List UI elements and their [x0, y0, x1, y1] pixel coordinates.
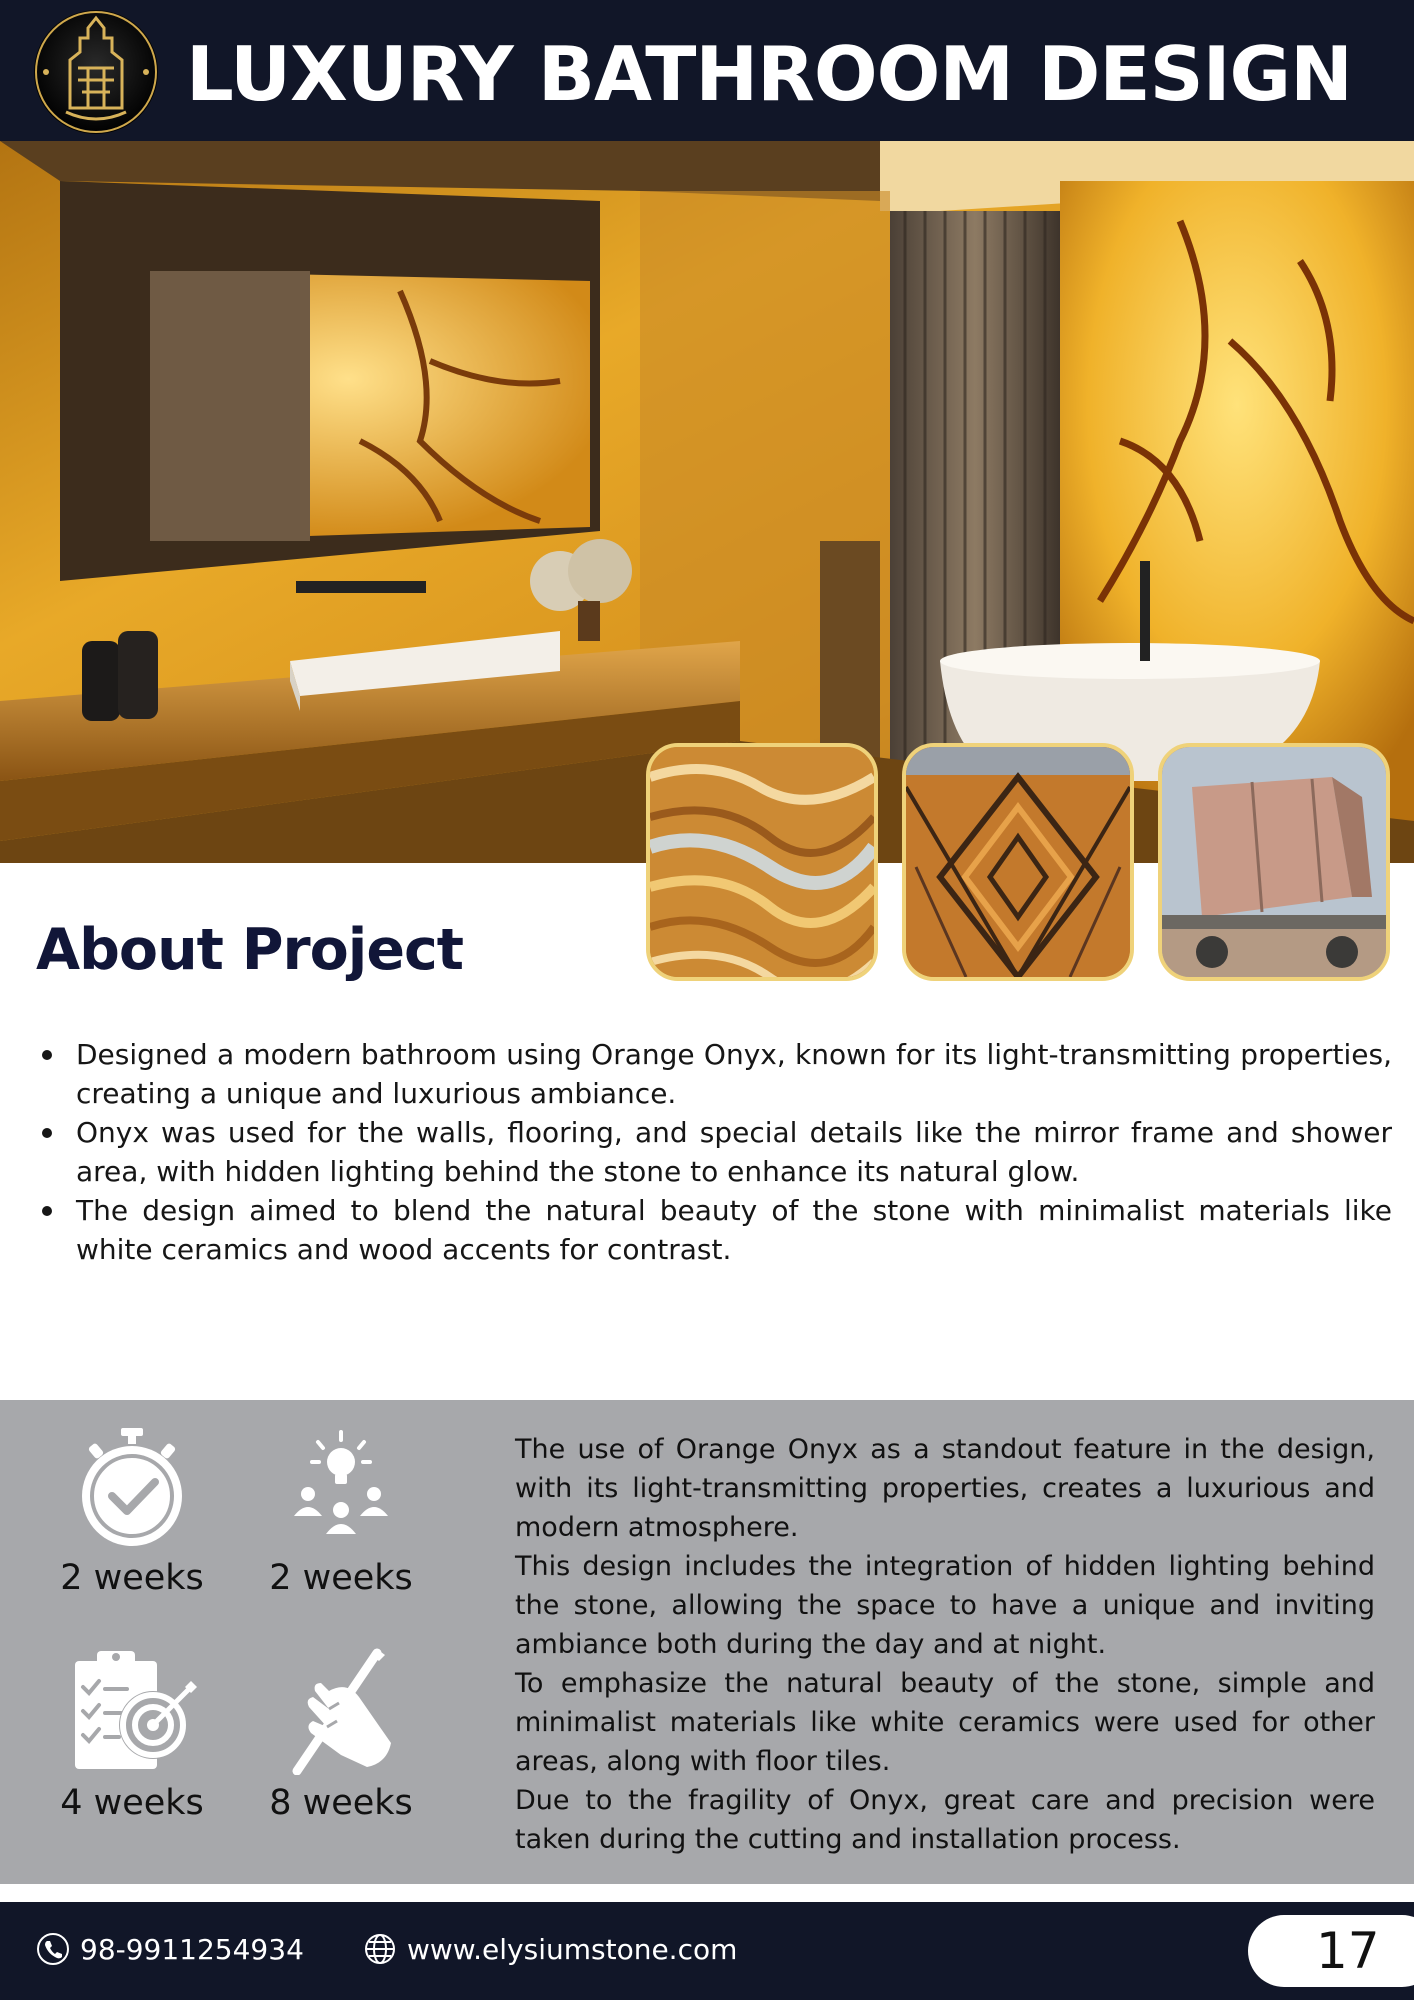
stat-duration-3 — [32, 1647, 232, 1825]
stopwatch-icon — [77, 1426, 187, 1550]
checklist-target-icon — [67, 1647, 197, 1775]
project-bullet-list — [36, 1035, 1392, 1269]
website-contact[interactable] — [363, 1929, 737, 1969]
onyx-slab-wavy-thumbnail — [646, 743, 878, 981]
stat-value: 2 weeks — [269, 1558, 413, 1598]
list-item: Onyx was used for the walls, flooring, and special details like the mirror frame and shower area, with hidden lighting behind the stone to enhance its natural glow. — [36, 1113, 1392, 1191]
about-project-heading: About Project — [36, 917, 464, 983]
onyx-bookmatched-slab-thumbnail — [902, 743, 1134, 981]
list-item: Designed a modern bathroom using Orange Onyx, known for its light-transmitting properties, creating a unique and luxurious ambiance. — [36, 1035, 1392, 1113]
globe-icon — [363, 1932, 397, 1966]
phone-number[interactable]: 98-9911254934 — [80, 1932, 304, 1966]
page-number: 17 — [1248, 1915, 1414, 1987]
onyx-block-truck-thumbnail — [1158, 743, 1390, 981]
page-title: LUXURY BATHROOM DESIGN — [186, 30, 1352, 118]
description-paragraph: The use of Orange Onyx as a standout feature in the design, with its light-transmitting properties, creates a luxurious and modern atmosphere. — [515, 1434, 1375, 1543]
website-link[interactable]: www.elysiumstone.com — [407, 1932, 738, 1966]
description-paragraph: Due to the fragility of Onyx, great care and precision were taken during the cutting and installation process. — [515, 1785, 1375, 1855]
phone-icon — [36, 1932, 70, 1966]
stat-value: 2 weeks — [60, 1558, 204, 1598]
stat-duration-4 — [241, 1647, 441, 1825]
company-logo-icon — [32, 8, 160, 136]
stat-value: 8 weeks — [269, 1783, 413, 1823]
description-paragraph: To emphasize the natural beauty of the stone, simple and minimalist materials like white ceramics were used for other areas, along with floor tiles. — [515, 1668, 1375, 1777]
stat-value: 4 weeks — [60, 1783, 204, 1823]
description-paragraph: This design includes the integration of hidden lighting behind the stone, allowing the space to have a unique and inviting ambiance both during the day and at night. — [515, 1551, 1375, 1660]
hand-pen-icon — [281, 1647, 401, 1775]
stat-duration-2 — [241, 1426, 441, 1600]
list-item: The design aimed to blend the natural beauty of the stone with minimalist materials like white ceramics and wood accents for contrast. — [36, 1191, 1392, 1269]
project-description — [515, 1430, 1375, 1859]
stat-duration-1 — [32, 1426, 232, 1600]
phone-contact[interactable] — [36, 1929, 304, 1969]
lightbulb-team-icon — [286, 1426, 396, 1550]
